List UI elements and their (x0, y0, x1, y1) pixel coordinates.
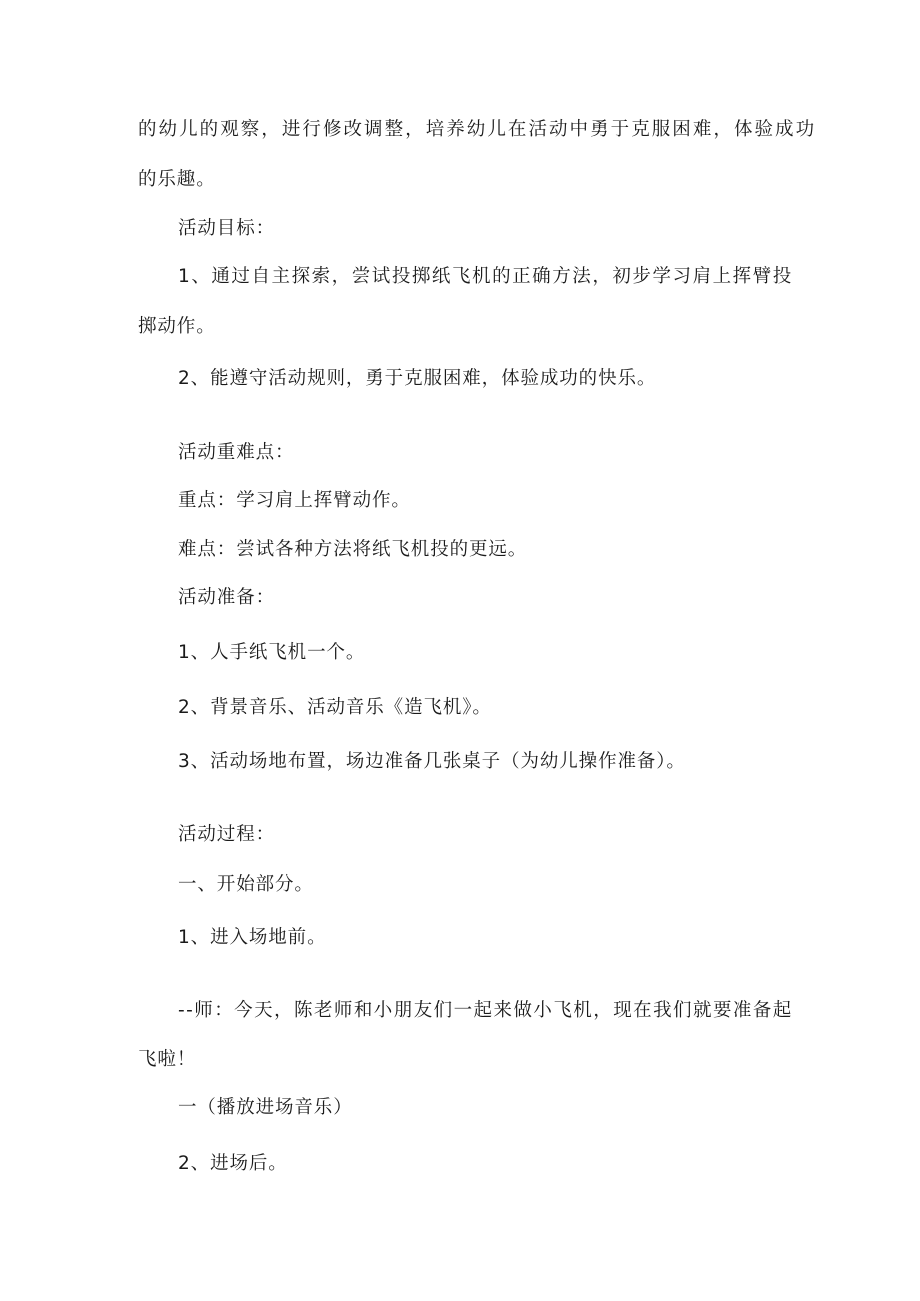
goal-item-1-continuation: 掷动作。 (138, 316, 216, 337)
goal-item-2: 2、能遵守活动规则，勇于克服困难，体验成功的快乐。 (178, 368, 657, 389)
section-heading-preparation: 活动准备： (178, 587, 276, 608)
section-heading-process: 活动过程： (178, 824, 276, 845)
section-heading-key-points: 活动重难点： (178, 442, 295, 463)
preparation-item-3: 3、活动场地布置，场边准备几张桌子（为幼儿操作准备）。 (178, 751, 686, 772)
goal-item-1: 1、通过自主探索，尝试投掷纸飞机的正确方法，初步学习肩上挥臂投 (178, 266, 793, 287)
key-point-focus: 重点：学习肩上挥臂动作。 (178, 490, 411, 511)
process-part-1-heading: 一、开始部分。 (178, 874, 314, 895)
process-step-2: 2、进场后。 (178, 1153, 288, 1174)
preparation-item-1: 1、人手纸飞机一个。 (178, 642, 366, 663)
teacher-dialogue-continuation: 飞啦！ (138, 1049, 197, 1070)
teacher-dialogue: --师：今天，陈老师和小朋友们一起来做小飞机，现在我们就要准备起 (178, 1000, 793, 1021)
preparation-item-2: 2、背景音乐、活动音乐《造飞机》。 (178, 697, 492, 718)
section-heading-goals: 活动目标： (178, 218, 276, 239)
paragraph-continuation-end: 的乐趣。 (138, 169, 216, 190)
paragraph-continuation-line: 的幼儿的观察，进行修改调整，培养幼儿在活动中勇于克服困难，体验成功 (138, 119, 817, 140)
process-step-1: 1、进入场地前。 (178, 927, 327, 948)
key-point-difficulty: 难点：尝试各种方法将纸飞机投的更远。 (178, 539, 528, 560)
music-note: 一（播放进场音乐） (178, 1097, 353, 1118)
